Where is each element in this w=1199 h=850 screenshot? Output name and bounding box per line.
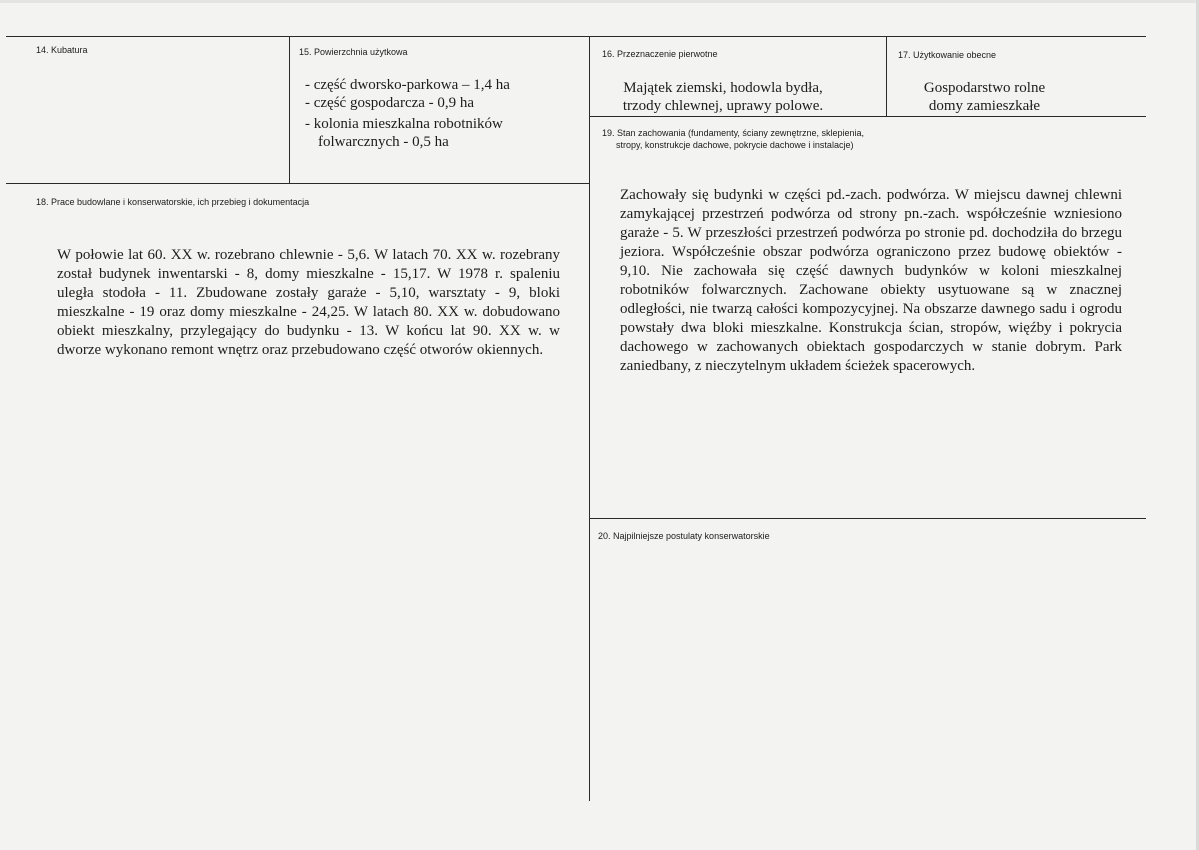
rule-above-20	[590, 518, 1146, 519]
powierzchnia-item-1: - część dworsko-parkowa – 1,4 ha	[305, 77, 510, 93]
powierzchnia-item-2: - część gospodarcza - 0,9 ha	[305, 95, 475, 111]
prace-budowlane-label: 18. Prace budowlane i konserwatorskie, ich przebieg i dokumentacja	[36, 197, 310, 207]
kubatura-label: 14. Kubatura	[36, 45, 88, 55]
przeznaczenie-line-1: Majątek ziemski, hodowla bydła,	[623, 80, 823, 96]
uzytkowanie-line-1: Gospodarstwo rolne	[923, 80, 1046, 96]
rule-below-14-15	[6, 183, 589, 184]
scan-edge-top	[0, 0, 1199, 3]
divider-left-right	[589, 36, 590, 801]
stan-zachowania-text: Zachowały się budynki w części pd.-zach. podwórza. W miejscu dawnej chlewni zamykającej przestrzeń podwórza od strony pn.-zach. współcześnie wzniesiono garaże - 5. W przeszłości przestrzeń podwórza po stronie pd. dochodziła do brzegu jeziora. Współcześnie obszar podwórza ograniczono przez budowę obiektów - 9,10. Nie zachowała się część dawnych budynków w koloni mieszkalnej robotników folwarcznych. Zachowane obiekty usytuowane są w znacznej odległości, nie twarzą całości kompozycyjnej. Na obszarze dawnego sadu i ogrodu powstały dwa bloki mieszkalne. Konstrukcja ścian, stropów, więźby i pokrycia dachowego w zachowanych obiektach gospodarczych w stanie dobrym. Park zaniedbany, z nieczytelnym układem ścieżek spacerowych.	[620, 187, 1122, 374]
powierzchnia-item-4: folwarcznych - 0,5 ha	[318, 134, 449, 150]
przeznaczenie-label: 16. Przeznaczenie pierwotne	[602, 49, 718, 59]
uzytkowanie-line-2: domy zamieszkałe	[928, 98, 1041, 114]
stan-zachowania-label-1: 19. Stan zachowania (fundamenty, ściany zewnętrzne, sklepienia,	[602, 128, 864, 138]
top-rule	[6, 36, 1146, 37]
rule-below-16-17	[590, 116, 1146, 117]
uzytkowanie-label: 17. Użytkowanie obecne	[898, 50, 997, 60]
powierzchnia-label: 15. Powierzchnia użytkowa	[299, 47, 408, 57]
prace-budowlane-text: W połowie lat 60. XX w. rozebrano chlewnie - 5,6. W latach 70. XX w. rozebrany został budynek inwentarski - 8, domy mieszkalne - 15,17. W 1978 r. spaleniu uległa stodoła - 11. Zbudowane zostały garaże - 5,10, warsztaty - 9, bloki mieszkalne - 19 oraz domy mieszkalne - 24,25. W latach 80. XX w. dobudowano obiekt mieszkalny, przylegający do budynku - 13. W końcu lat 90. XX w. w dworze wykonano remont wnętrz oraz przebudowano część otworów okiennych.	[57, 247, 560, 358]
divider-16-17	[886, 36, 887, 116]
stan-zachowania-label-2: stropy, konstrukcje dachowe, pokrycie dachowe i instalacje)	[616, 140, 854, 150]
postulaty-label: 20. Najpilniejsze postulaty konserwatorskie	[598, 531, 770, 541]
powierzchnia-item-3: - kolonia mieszkalna robotników	[305, 116, 503, 132]
divider-14-15	[289, 36, 290, 183]
przeznaczenie-line-2: trzody chlewnej, uprawy polowe.	[622, 98, 824, 114]
